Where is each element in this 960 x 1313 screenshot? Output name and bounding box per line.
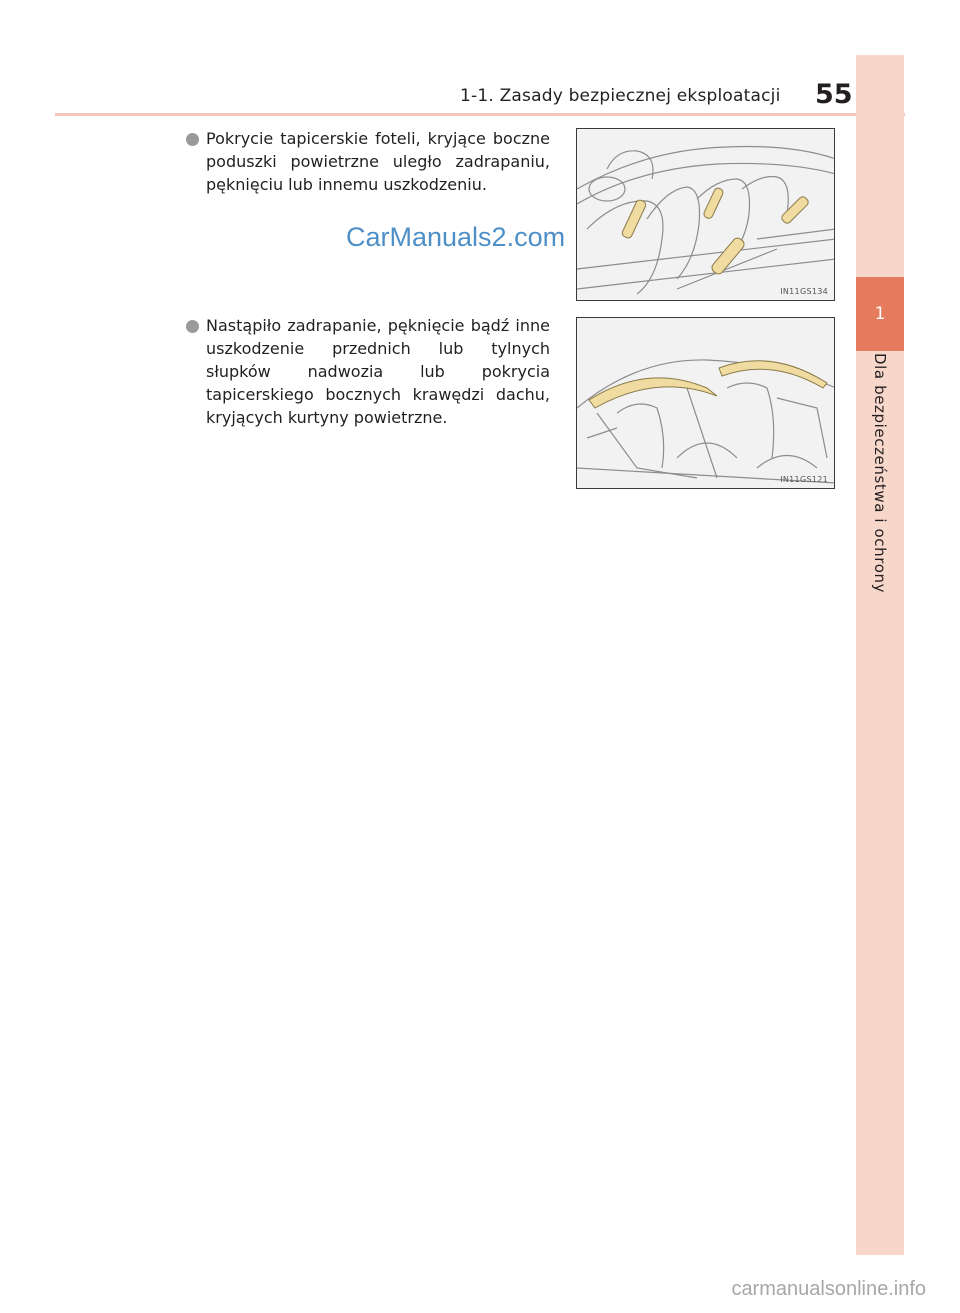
header-rule: [55, 113, 905, 116]
bullet-icon: [186, 320, 199, 333]
figure-code: IN11GS134: [780, 287, 828, 296]
watermark-text: CarManuals2.com: [346, 222, 566, 252]
list-item: [186, 127, 550, 196]
section-title: 1-1. Zasady bezpiecznej eksploatacji: [460, 86, 781, 106]
list-item-text: Pokrycie tapicerskie foteli, kryjące boczne poduszki powietrzne uległo zadrapaniu, pęknięciu lub innemu uszkodzeniu.: [206, 129, 550, 194]
side-airbag-figure: [576, 128, 835, 301]
chapter-side-band: [856, 55, 904, 1255]
chapter-tab[interactable]: [856, 277, 904, 351]
figure-code: IN11GS121: [780, 475, 828, 484]
list-item: [186, 314, 550, 429]
chapter-title-text: Dla bezpieczeństwa i ochrony: [871, 353, 889, 594]
list-item-text: Nastąpiło zadrapanie, pęknięcie bądź inne uszkodzenie przednich lub tylnych słupków nadwozia lub pokrycia tapicerskiego bocznych krawędzi dachu, kryjących kurtyny powietrzne.: [206, 316, 550, 427]
chapter-tab-number: 1: [874, 304, 886, 324]
side-airbag-seat-illustration: [577, 129, 835, 301]
bullet-icon: [186, 133, 199, 146]
page-number: 55: [815, 79, 853, 110]
footer-watermark: carmanualsonline.info: [731, 1278, 926, 1300]
curtain-airbag-roof-illustration: [577, 318, 835, 489]
curtain-airbag-figure: [576, 317, 835, 489]
